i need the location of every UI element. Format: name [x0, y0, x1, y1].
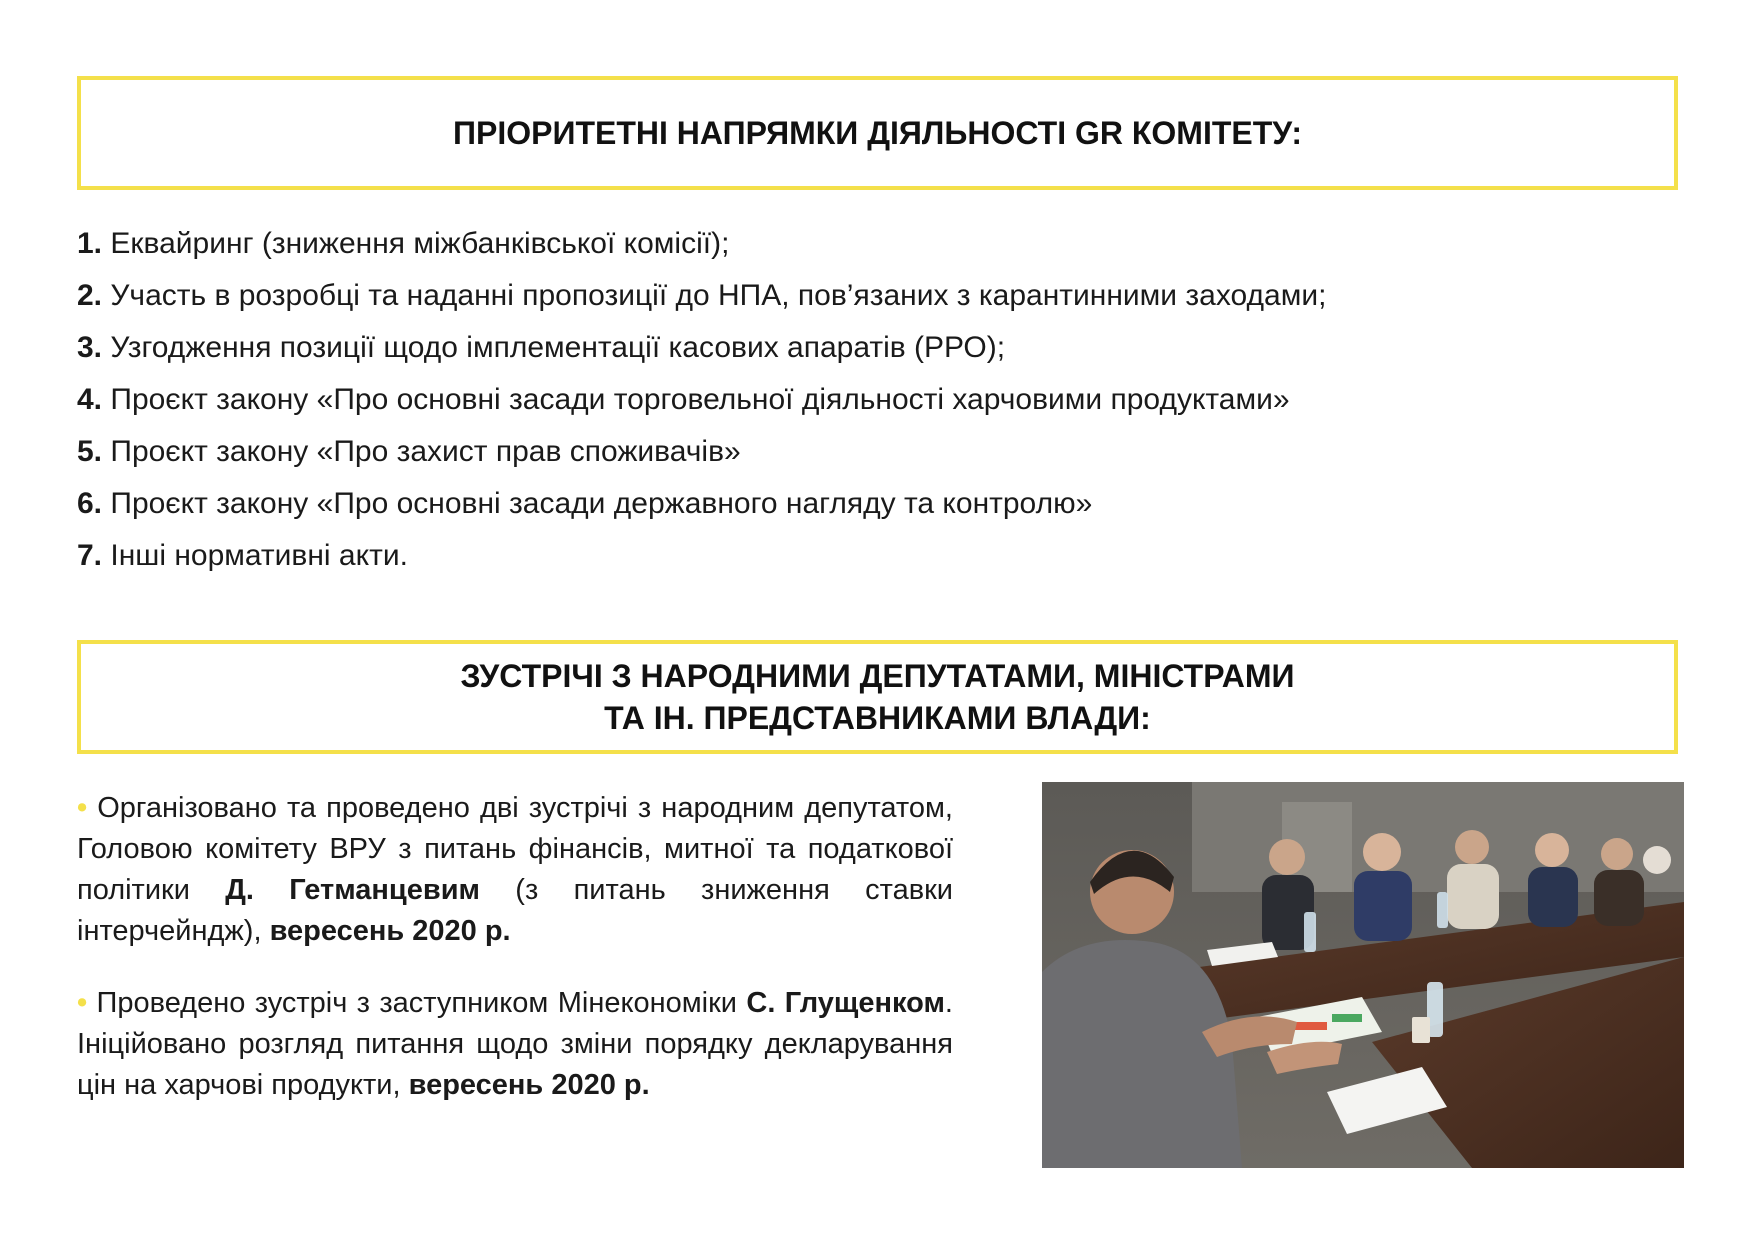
item-text: Участь в розробці та наданні пропозиції до НПА, пов’язаних з карантинними заходами; [110, 279, 1327, 312]
list-item [77, 534, 1326, 586]
paragraph-text: Організовано та проведено дві зустрічі з народним депутатом, Головою комітету ВРУ з питань фінансів, митної та податкової політики [77, 792, 953, 906]
paragraph-date-bold: вересень 2020 р. [408, 1069, 650, 1101]
item-text: Еквайринг (зниження міжбанківської комісії); [110, 227, 730, 260]
priorities-title-box [77, 76, 1678, 190]
item-number: 7. [77, 539, 103, 572]
item-text: Інші нормативні акти. [110, 539, 408, 572]
meeting-photo [1042, 782, 1684, 1168]
item-number: 5. [77, 435, 103, 468]
meetings-title-line1: ЗУСТРІЧІ З НАРОДНИМИ ДЕПУТАТАМИ, МІНІСТРАМИ [460, 658, 1295, 694]
item-number: 2. [77, 279, 103, 312]
item-number: 6. [77, 487, 103, 520]
bullet-icon: • [77, 792, 88, 824]
priorities-list [77, 222, 1326, 586]
list-item [77, 378, 1326, 430]
priorities-title: ПРІОРИТЕТНІ НАПРЯМКИ ДІЯЛЬНОСТІ GR КОМІТЕТУ: [452, 115, 1303, 151]
paragraph-text: Проведено зустріч з заступником Мінекономіки [87, 987, 747, 1019]
meeting-paragraph-1 [77, 788, 953, 952]
item-text: Проєкт закону «Про основні засади торговельної діяльності харчовими продуктами» [110, 383, 1290, 416]
item-number: 3. [77, 331, 103, 364]
list-item [77, 326, 1326, 378]
paragraph-name-bold: Д. Гетманцевим [225, 874, 480, 906]
list-item [77, 222, 1326, 274]
list-item [77, 482, 1326, 534]
paragraph-name-bold: С. Глущенком [746, 987, 945, 1019]
list-item [77, 274, 1326, 326]
meetings-title-box [77, 640, 1678, 754]
item-text: Узгодження позиції щодо імплементації касових апаратів (РРО); [110, 331, 1006, 364]
meeting-paragraph-2 [77, 983, 953, 1106]
paragraph-text: (з питань зниження ставки інтерчейндж), [77, 874, 953, 947]
list-item [77, 430, 1326, 482]
item-text: Проєкт закону «Про захист прав споживачів» [110, 435, 741, 468]
paragraph-date-bold: вересень 2020 р. [269, 915, 511, 947]
meetings-title-line2: ТА ІН. ПРЕДСТАВНИКАМИ ВЛАДИ: [604, 700, 1151, 736]
bullet-icon: • [77, 987, 88, 1019]
item-number: 4. [77, 383, 103, 416]
item-number: 1. [77, 227, 103, 260]
item-text: Проєкт закону «Про основні засади державного нагляду та контролю» [110, 487, 1093, 520]
paragraph-text: . Ініційовано розгляд питання щодо зміни порядку декларування цін на харчові продукти, [77, 987, 953, 1101]
